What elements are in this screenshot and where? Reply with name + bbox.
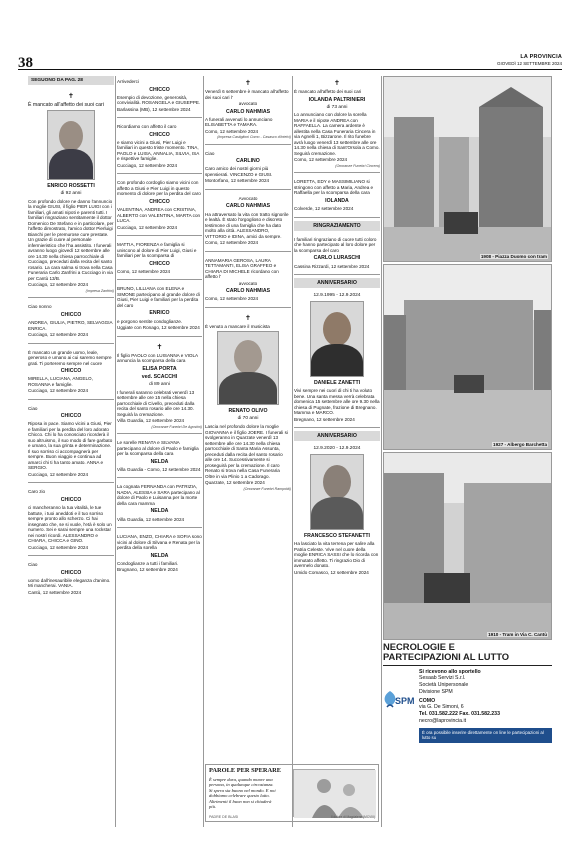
notice-place: Como, 12 settembre 2024 — [117, 268, 171, 274]
column-divider — [292, 76, 293, 827]
photo-caption: 1908 - Piazza Duomo con tram — [480, 253, 547, 259]
condolence-notice — [205, 255, 291, 308]
notice-body: Lo annunciano con dolore la sorella MARIA e il nipote ANDREA con RAFFAELLA. La camera ardente è allestita nella Casa Funeraria Cincera in via Agnelli 1, Bizzarone. Il rito funebre avrà luogo venerdì 13 settembre alle ore 14.30 nella chiesa di Sant'Orsola a Como. Seguirà cremazione. — [294, 112, 380, 156]
notice-intro: I familiari ringraziano di cuore tutti coloro che hanno partecipato al loro dolore per la scomparsa del caro — [294, 236, 377, 253]
deceased-name: ENRICO — [149, 310, 170, 317]
notice-body: Esempio di devozione, generosità, convivialità. ROSANGELA e GIUSEPPE. — [117, 94, 201, 106]
condolence-notice — [117, 437, 202, 478]
deceased-name: NELDA — [150, 458, 169, 465]
condolence-notice — [294, 176, 380, 217]
notice-place: Cucciago, 12 settembre 2024 — [28, 544, 89, 550]
notice-intro: È venuto a mancare il musicista — [205, 323, 270, 329]
ad-line: Si ricevono allo sportello — [419, 668, 481, 675]
notice-intro: Venerdì 6 settembre è mancato all'affetto dei suoi cari l' — [205, 89, 289, 100]
deceased-name: CARLO NAHMIAS — [225, 203, 271, 210]
notice-body: Caro amico dei nostri giorni più spensierati. VINCENZO e GIUSI. — [205, 166, 273, 177]
thanks-notice — [294, 234, 380, 275]
deceased-name: CHICCO — [149, 260, 170, 267]
anniversary-dates: 12.9.2020 - 12.9.2024 — [313, 446, 361, 452]
cross-icon: ✝ — [245, 313, 251, 322]
column-1 — [28, 76, 114, 827]
notice-body: MIRELLA, LUCIANA, ANGELO, ROSANNA e famiglie. — [28, 376, 93, 387]
deceased-name: DANIELE ZANETTI — [313, 379, 361, 386]
notice-intro: BRUNO, LILLIANA con ELENA e SIMONE partecipano al grande dolore di Giusi, Pier Luigi e familiari per la perdita del caro — [117, 286, 200, 308]
condolence-notice — [117, 76, 202, 118]
notice-intro: È mancato all'affetto dei suoi cari — [28, 101, 104, 108]
cross-icon: ✝ — [245, 79, 251, 87]
notice-body: ANDREA, GIULIA, PIETRO, SELVAGGIA ENRICA. — [28, 320, 113, 331]
funeral-agency: (Impresa Zanfrini) — [85, 288, 114, 293]
historical-photo — [383, 264, 552, 450]
ad-city: COMO — [419, 697, 436, 704]
notice-intro: Ciao — [28, 405, 38, 411]
condolence-notice — [117, 283, 202, 336]
notice-place: Cucciago, 12 settembre 2024 — [117, 224, 178, 230]
deceased-name: CHICCO — [149, 131, 170, 138]
funeral-agency: (Onoranze Funebri Rampoldi) — [243, 486, 291, 491]
notice-body: e siamo vicini a Giusi, Pier Luigi e familiari in questo triste momento. TINA, PAOLO e LUISA, ANNALIA, SILVIA, ISA e rispettive famiglie. — [117, 139, 200, 162]
notice-intro: Ricordiamo con affetto il caro — [117, 124, 177, 130]
notice-place: Colverde, 12 settembre 2024 — [294, 206, 354, 212]
notice-body: Con profondo dolore ne danno l'annuncio la moglie GIUSI, il figlio PIER LUIGI con i familiari, gli amati nipoti e parenti tutti. I familiari ringraziano sentitamente il dottor Domenico De Stefano e in particolare, per l'affetto dimostrato, l'amico dottor Pierluigi Bianchi per le premurose cure prestate. Un grazie di cuore al personale infermieristico che l'ha assistito. I funerali avranno luogo giovedì 12 settembre alle ore 14.30 nella chiesa parrocchiale di Cucciago, preceduti dalla recita del santo rosario. La cara salma si trova nella Casa Funeraria Carlo Zanfrini a Cucciago in via per Cantù 13/B. — [28, 198, 114, 281]
obituary-notice — [205, 76, 291, 145]
funeral-agency: (Onoranze Funebri Cincera) — [335, 163, 380, 168]
historical-photo — [383, 76, 552, 262]
notice-place: Cucciago, 12 settembre 2024 — [28, 388, 89, 394]
anniversary-notice — [294, 444, 380, 580]
obituary-notice — [28, 89, 114, 299]
cross-icon: ✝ — [156, 342, 163, 351]
newspaper-name: LA PROVINCIA — [520, 54, 562, 60]
portrait-photo — [310, 301, 364, 377]
anniversary-notice — [294, 291, 380, 428]
notice-intro: Ciao — [28, 562, 38, 568]
condolence-notice — [117, 239, 202, 280]
notice-place: Cucciago, 12 settembre 2024 — [117, 162, 178, 168]
deceased-name: ENRICO ROSSETTI — [47, 182, 95, 189]
notice-place: Umido Comasco, 12 settembre 2024 — [294, 569, 369, 575]
cross-icon: ✝ — [68, 91, 74, 100]
prayer-box — [205, 764, 379, 822]
page-number: 38 — [18, 55, 33, 71]
deceased-name: CHICCO — [60, 569, 82, 576]
condolence-notice — [28, 301, 114, 343]
column-divider — [381, 76, 382, 827]
notice-place: Cassina Rizzardi, 12 settembre 2024 — [294, 263, 370, 269]
notice-body: I funerali saranno celebrati venerdì 13 settembre alle ore 15 nella chiesa parrocchiale di Civello, preceduti dalla recita del santo rosario alle ore 14.30. Seguirà la cremazione. — [117, 389, 195, 417]
portrait-photo — [47, 110, 95, 180]
column-divider — [115, 76, 116, 827]
ad-title-line-2: PARTECIPAZIONI AL LUTTO — [383, 651, 510, 663]
notice-body: uomo dall'inesauribile eleganza d'animo. Mi mancherai. VANIA. — [28, 577, 111, 589]
deceased-title: avvocato — [238, 101, 258, 106]
notice-place: Villa Guardia - Como, 12 settembre 2024 — [117, 466, 201, 472]
deceased-name: IOLANDA — [325, 197, 349, 204]
condolence-notice — [28, 559, 114, 600]
deceased-name: IOLANDA PALTRINIERI — [308, 96, 366, 103]
notice-body: Lascia nel profondo dolore la moglie GIOVANNA e il figlio JOERE. I funerali si svolgeranno in Quarzate venerdì 13 settembre alle ore 14.30 nella chiesa parrocchiale di Santa Maria Assunta, preceduti dalla recita del santo rosario alle ore 14. Successivamente si proseguirà per la cremazione. Il caro Renato si trova nella Casa Funeraria Oltre in via Plinio 1 a Cadorago. — [205, 424, 288, 479]
obituary-notice — [294, 76, 380, 173]
notice-place: Bregnano, 12 settembre 2024 — [294, 416, 355, 422]
notice-body: Ha lasciato la vita terrena per salire alla Patria Celeste. Vive nel cuore della moglie ENRICA SASSI che lo ricorda con immutato affetto. Ti ringrazio Dio di avermelo donato. — [294, 541, 379, 569]
condolence-notice — [117, 531, 202, 578]
notice-intro: Il figlio PAOLO con LUISANNA e VIOLA annuncia la scomparsa della cara — [117, 352, 198, 364]
deceased-name: CARLINO — [236, 158, 260, 165]
ad-phone: Tel. 031.582.222 Fax. 031.582.233 — [419, 711, 500, 718]
ad-address: via G. De Simoni, 6 — [419, 704, 464, 711]
continued-tag: SEGUONO DA PAG. 28 — [28, 76, 114, 85]
prayer-text: È sempre dura, quando muore una persona, in qualunque circostanza. Si spera sia buono nel mondo. E noi dobbiamo celebrare questo lutto. Altrimenti il buon non si chiuderà più. — [209, 776, 276, 810]
deceased-name: CHICCO — [149, 86, 170, 93]
notice-body: A funerali avvenuti lo annunciano ELISABETTA e TAMARA. — [205, 116, 273, 128]
condolence-notice — [117, 177, 202, 236]
ad-contact — [419, 669, 552, 743]
notice-intro: MATTIA, FIORENZA e famiglia si uniscono al dolore di Pier Luigi, Giusi e familiari per la scomparsa di — [117, 242, 197, 259]
notice-place: Barlassina (MB), 12 settembre 2024 — [117, 106, 191, 112]
piazza-duomo-illustration — [384, 77, 552, 262]
cross-icon: ✝ — [334, 79, 340, 87]
notice-body: Riposa in pace. Siamo vicini a Giusi, Pier e familiari per la perdita del loro adorato Chicco. Chi lo ha conosciuto ricorderà il suo altruismo, il suo modo di fare garbato e umano, la sua grinta e determinazione. Il suo sorriso ci accompagnerà per sempre. Buon viaggio e continua ad amarci chi ti ha tanto amato. ANNA e SERGIO. — [28, 421, 113, 471]
notice-intro: Le sorelle RENATA e SILVANA partecipano al dolore di Paolo e famiglia per la scomparsa della cara — [117, 440, 199, 457]
deceased-name: CHICCO — [60, 496, 82, 503]
notice-intro: Ciao nonno — [28, 304, 52, 310]
albergo-barchetta-illustration — [384, 265, 552, 450]
prayer-author: PADRE DE BLASI — [209, 814, 239, 819]
notice-intro: È mancato all'affetto dei suoi cari — [294, 89, 362, 94]
deceased-age: di 89 anni — [149, 382, 170, 388]
necrology-ad — [383, 642, 552, 743]
prayer-title: PAROLE PER SPERARE — [209, 767, 281, 774]
deceased-title: avvocato — [238, 280, 258, 286]
painting-illustration — [294, 770, 376, 818]
photo-caption: 1910 - Tram in Via C. Cantù — [488, 631, 547, 637]
notice-place: Uggiate con Ronago, 12 settembre 2024 — [117, 325, 200, 331]
ad-online-note: È ora possibile inserire direttamente on line le partecipazioni al lutto su — [419, 728, 552, 743]
tram-via-cantu-illustration — [384, 453, 552, 640]
deceased-name: CARLO LURASCHI — [313, 255, 361, 262]
obituary-notice — [205, 311, 291, 495]
notice-place: Quarzate, 12 settembre 2024 — [205, 480, 265, 486]
deceased-name: NELDA — [150, 508, 169, 515]
ad-line: Divisione SPM — [419, 688, 453, 695]
deceased-title: Avvocato — [238, 195, 258, 201]
deceased-name: ELISA PORTA — [142, 365, 177, 372]
notice-place: Cantù, 12 settembre 2024 — [28, 589, 82, 595]
painting-image — [293, 769, 375, 817]
column-2 — [117, 76, 202, 827]
deceased-name: RENATO OLIVO — [228, 408, 268, 415]
deceased-name-married: ved. SCACCHI — [141, 373, 178, 380]
notice-place: Como, 12 settembre 2024 — [294, 157, 348, 163]
notice-place: Cucciago, 12 settembre 2024 — [28, 332, 89, 338]
page-header — [18, 54, 562, 70]
funeral-agency: (Onoranze Funebri De Agostini) — [151, 424, 202, 429]
ad-line: Società Unipersonale — [419, 682, 469, 689]
column-4 — [294, 76, 380, 757]
ad-title — [383, 642, 552, 666]
notice-place: Cucciago, 12 settembre 2024 — [28, 282, 89, 288]
notice-body: ci mancheranno la tua vitalità, le tue battute, i tuoi aneddoti e il tuo sorriso sempre pronto allo scherzo. Ci hai insegnato che, se si vuole, l'età è solo un numero. Sei e sarai sempre una rockstar nei nostri ricordi. ALESSANDRO e CHIARA, CHICCA e GINO. — [28, 505, 112, 544]
notice-place: Como, 12 settembre 2024 — [205, 296, 259, 302]
notice-intro: Arrivederci — [117, 79, 139, 84]
column-divider — [203, 76, 204, 827]
notice-place: Montorfano, 12 settembre 2024 — [205, 178, 270, 184]
historical-photo — [383, 452, 552, 640]
notice-intro: È mancato un grande uomo, leale, generoso e umano ai cui saremo sempre grati. Ti porteremo sempre nel cuore — [28, 349, 112, 366]
deceased-name: CHICCO — [149, 198, 170, 205]
condolence-notice — [28, 347, 114, 400]
spm-logo-text: SPM — [395, 695, 415, 706]
notice-body: e porgono sentite condoglianze. — [117, 318, 183, 324]
anniversary-header: ANNIVERSARIO — [294, 278, 380, 288]
notice-intro: Con profondo cordoglio siamo vicini con affetto a Giusi e Pier Luigi in questo momento di dolore per la perdita del caro — [117, 180, 201, 197]
condolence-notice — [28, 486, 114, 556]
notice-intro: Ciao — [205, 150, 215, 156]
notice-intro: La cognata FERNANDA con PATRIZIA, NADIA, ALESSIA e SARA partecipano al dolore di Paolo e Luisanna per la morte della cara mamma — [117, 484, 200, 506]
deceased-name: CHICCO — [60, 311, 82, 318]
deceased-name: NELDA — [150, 552, 169, 559]
anniversary-dates: 12.9.1995 - 12.9.2024 — [313, 293, 361, 299]
painting-caption: Il dolore di Magdalene (MCVIII) — [330, 815, 375, 820]
thanks-header: RINGRAZIAMENTO — [294, 221, 380, 231]
condolence-notice — [205, 148, 291, 190]
notice-place: Villa Guardia, 12 settembre 2024 — [117, 418, 185, 424]
column-5 — [383, 76, 552, 827]
anniversary-header: ANNIVERSARIO — [294, 431, 380, 441]
deceased-age: di 73 anni — [326, 104, 348, 110]
funeral-agency: (Impresa Castiglioni Como - Casasco d'Intelvi) — [217, 135, 291, 140]
notice-place: Villa Guardia, 12 settembre 2024 — [117, 516, 185, 522]
condolence-notice — [117, 481, 202, 528]
condolence-notice — [28, 403, 114, 484]
notice-body: VALENTINA, ANDREA con CRISTINA, ALBERTO con VALENTINA, MARTA con LUCA. — [117, 207, 201, 224]
ad-title-line-1: NECROLOGIE E — [383, 641, 455, 652]
notice-place: Cucciago, 12 settembre 2024 — [28, 471, 89, 477]
issue-date: GIOVEDÌ 12 SETTEMBRE 2024 — [496, 61, 562, 66]
deceased-name: FRANCESCO STEFANETTI — [304, 533, 370, 540]
condolence-notice — [117, 121, 202, 174]
deceased-name: CHICCO — [60, 413, 82, 420]
condolence-notice — [205, 193, 291, 252]
notice-body: Ha attraversato la vita con tratto signorile e lealtà. È stato l'orgoglioso e discreto testimone di una famiglia che ha dato molto alla città. ALESSANDRO, VITTORIO e IDINA, amici da sempre. — [205, 211, 289, 239]
portrait-photo — [217, 331, 279, 405]
deceased-name: CHICCO — [60, 368, 82, 375]
notice-intro: LUCIANA, ENZO, CHIARA e SOFIA sono vicini al dolore di Silvana e Renata per la perdita della sorella — [117, 534, 202, 551]
ad-email-link[interactable]: necro@laprovincia.it — [419, 717, 467, 724]
notice-body: Condoglianze a tutti i familiari. — [117, 560, 179, 566]
portrait-photo — [310, 454, 364, 530]
ad-body — [383, 669, 552, 743]
notice-intro: Caro zio — [28, 489, 46, 495]
notice-place: Brugnano, 12 settembre 2024 — [117, 567, 178, 573]
obituary-notice — [117, 340, 202, 435]
deceased-age: di 92 anni — [60, 191, 82, 197]
deceased-name: CARLO NAHMIAS — [225, 108, 271, 115]
notice-intro: ANNAMARIA GEROSA, LAURA TETTAMANTI, ELISA GRAFFEO e CHIARA DI MICHELE ricordano con affetto l' — [205, 257, 279, 280]
deceased-age: di 70 anni — [237, 416, 259, 422]
notice-body: Vivi sempre nei cuori di chi ti ha voluto bene. Una santa messa verrà celebrata domenica 15 settembre alle ore 9.30 nella chiesa di Pugnate, frazione di Bregnano. Mamma e MARCO. — [294, 388, 380, 416]
column-3 — [205, 76, 291, 827]
notice-place: Como, 12 settembre 2024 — [205, 240, 259, 246]
ad-logo-area — [383, 669, 419, 743]
notice-place: Como, 12 settembre 2024 — [205, 128, 259, 134]
photo-caption: 1927 - Albergo Barchetta — [493, 441, 547, 447]
notice-intro: LORETTA, EDY e MASSIMILIANO si stringono con affetto a Maria, Andrea e Raffaella per la scomparsa della cara — [294, 179, 374, 196]
spm-logo — [383, 691, 413, 713]
ad-line: Sesaab Servizi S.r.l. — [419, 675, 466, 682]
deceased-name: CARLO NAHMIAS — [225, 288, 271, 295]
